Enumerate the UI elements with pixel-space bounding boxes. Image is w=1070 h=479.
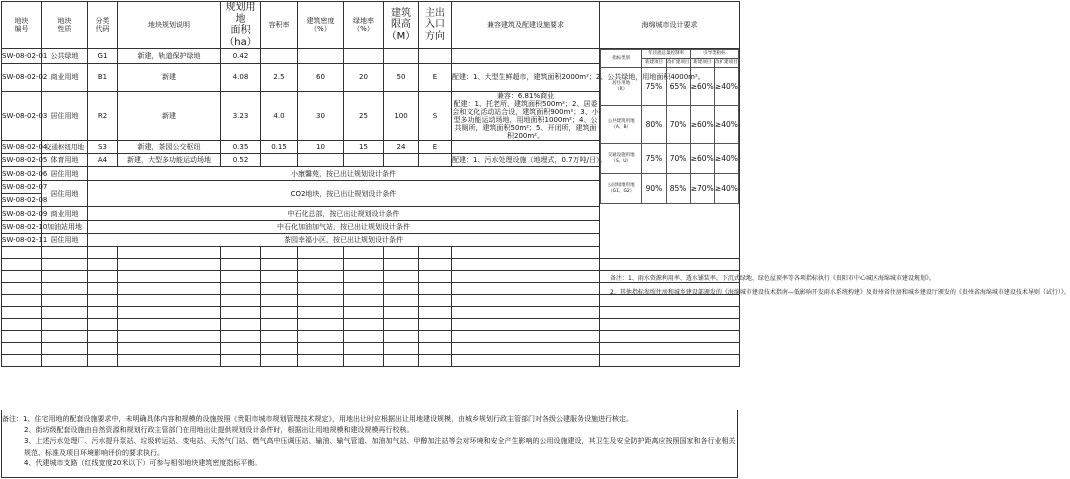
cell-merged-text: CO2地块，按已出让规划设计条件	[88, 181, 600, 207]
cell-height: 50	[384, 64, 419, 92]
cell-area: 4.08	[221, 64, 261, 92]
sponge-v1: 75%	[642, 144, 666, 174]
cell-green	[344, 49, 384, 64]
cell-green: 25	[344, 92, 384, 141]
sponge-head-indicator: 指标类别	[601, 50, 642, 68]
header-green: 绿地率 （%）	[344, 2, 384, 49]
cell-class: A4	[88, 154, 118, 167]
header-entry: 主出 入口 方向	[419, 2, 452, 49]
note-line: 3、上述污水处理厂、污水提升泵站、垃圾转运站、变电站、天然气门站、燃气高中压调压站、输油、输气管道、加油加气站、甲醇加注站等会对环境和安全产生影响的公用设施建设，其卫生及安全防护距离应按照国家和各行业相关规范、标准及项目环境影响评价的要求执行。	[24, 437, 736, 457]
header-height: 建筑 限高 （M）	[384, 2, 419, 49]
empty-row	[2, 355, 740, 367]
cell-nature: 体育用地	[42, 154, 88, 167]
cell-density: 30	[298, 92, 344, 141]
sponge-note-2: 2、其他指标参照住房和城乡建设部颁发的《海绵城市建设技术指南—低影响开发雨水系统构建》及贵州省住房和城乡建设厅颁发的《贵州省海绵城市建设技术导则（试行）》。	[610, 288, 1070, 296]
cell-code: SW-08-02-08	[2, 194, 42, 207]
notes	[2, 414, 738, 470]
cell-far	[261, 49, 298, 64]
cell-density: 10	[298, 141, 344, 154]
sponge-row-name: 公园绿地用地 （G1、G2）	[601, 174, 642, 204]
sponge-head-sub: 引导类指标	[690, 50, 738, 59]
cell-class: B1	[88, 64, 118, 92]
cell-density	[298, 154, 344, 167]
sponge-v4: ≥40%	[714, 68, 738, 106]
cell-area: 0.52	[221, 154, 261, 167]
cell-code: SW-08-02-05	[2, 154, 42, 167]
cell-green	[344, 154, 384, 167]
cell-height	[384, 154, 419, 167]
cell-merged-text: 中石化加油加气站，按已出让规划设计条件	[88, 221, 600, 234]
header-plan: 地块规划说明	[118, 2, 221, 49]
sponge-head-renew: 改扩建项目	[666, 59, 690, 68]
cell-nature: 公共绿地	[42, 49, 88, 64]
cell-class: G1	[88, 49, 118, 64]
empty-row	[2, 307, 740, 319]
cell-nature: 居住用地	[42, 167, 88, 181]
sponge-v4: ≥40%	[714, 144, 738, 174]
sponge-v2: 70%	[666, 144, 690, 174]
cell-code: SW-08-02-03	[2, 92, 42, 141]
empty-row	[2, 331, 740, 343]
header-req: 兼容建筑及配建设施要求	[452, 2, 600, 49]
header-area: 规划用地 面积 （ha）	[221, 2, 261, 49]
cell-area: 0.42	[221, 49, 261, 64]
sponge-head-rate: 年径流总量控制率	[642, 50, 690, 59]
cell-height	[384, 49, 419, 64]
sponge-v2: 70%	[666, 106, 690, 144]
note-line: 备注：1、住宅用地的配套设施要求中，未明确具体内容和规模的设施按照《贵阳市城市规划管理技术规定》，用地出让时应根据出让用地建设规模，由城乡规划行政主管部门对各级公建服务设施进行核定。	[2, 415, 633, 423]
header-density: 建筑密度 （%）	[298, 2, 344, 49]
cell-plan: 新建	[118, 64, 221, 92]
cell-far: 0.15	[261, 141, 298, 154]
header-code: 地块 编号	[2, 2, 42, 49]
cell-code: SW-08-02-11	[2, 234, 42, 247]
cell-req	[452, 49, 600, 64]
cell-req	[452, 141, 600, 154]
cell-class: S3	[88, 141, 118, 154]
table-row	[2, 49, 740, 64]
cell-merged-text: 小康馨苑，按已出让规划设计条件	[88, 167, 600, 181]
cell-code: SW-08-02-04	[2, 141, 42, 154]
header-sponge: 海绵城市设计要求	[600, 2, 740, 49]
sponge-panel	[600, 49, 1070, 296]
cell-density: 60	[298, 64, 344, 92]
control-table	[1, 1, 1070, 367]
cell-far: 4.0	[261, 92, 298, 141]
cell-entry	[419, 49, 452, 64]
cell-code: SW-08-02-06	[2, 167, 42, 181]
cell-plan: 新建，轨道保护绿地	[118, 49, 221, 64]
cell-code: SW-08-02-07	[2, 181, 42, 194]
sponge-v2: 65%	[666, 68, 690, 106]
cell-area: 0.35	[221, 141, 261, 154]
cell-density	[298, 49, 344, 64]
empty-row	[2, 343, 740, 355]
sponge-v4: ≥40%	[714, 106, 738, 144]
sponge-table	[600, 49, 739, 204]
cell-req: 配建：1、大型生鲜超市，建筑面积2000m²；2、公共绿地，用地面积4000m²。	[452, 64, 600, 92]
sponge-v3: ≥60%	[690, 68, 714, 106]
sponge-v3: ≥60%	[690, 106, 714, 144]
sponge-row-name: 居住用地 （R）	[601, 68, 642, 106]
cell-entry: E	[419, 64, 452, 92]
cell-height: 24	[384, 141, 419, 154]
cell-plan: 新建，大型多功能运动场地	[118, 154, 221, 167]
sponge-v1: 90%	[642, 174, 666, 204]
sponge-row-name: 交通设施用地 （S、U）	[601, 144, 642, 174]
sponge-v1: 80%	[642, 106, 666, 144]
note-line: 2、街坊级配套设施由自然资源和规划行政主管部门在用地出让提供规划设计条件时，根据出让用地规模和建设规模再行校核。	[24, 426, 414, 435]
sponge-v2: 85%	[666, 174, 690, 204]
cell-nature: 居住用地	[42, 181, 88, 207]
cell-merged-text: 茶园幸福小区，按已出让规划设计条件	[88, 234, 600, 247]
cell-code: SW-08-02-02	[2, 64, 42, 92]
cell-merged-text: 中石化总部，按已出让规划设计条件	[88, 207, 600, 221]
cell-entry: S	[419, 92, 452, 141]
cell-code: SW-08-02-01	[2, 49, 42, 64]
empty-row	[2, 319, 740, 331]
sponge-head-new2: 新建项目	[690, 59, 714, 68]
sponge-v4: ≥40%	[714, 174, 738, 204]
empty-row	[2, 259, 740, 271]
cell-nature: 商业用地	[42, 207, 88, 221]
cell-req: 配建：1、污水处理设施（地埋式，0.7万吨/日）。	[452, 154, 600, 167]
header-nature: 地块 性质	[42, 2, 88, 49]
cell-plan: 新建，茶园公交枢纽	[118, 141, 221, 154]
cell-nature: 交通枢纽用地	[42, 141, 88, 154]
cell-green: 15	[344, 141, 384, 154]
header-far: 容积率	[261, 2, 298, 49]
cell-plan: 新建	[118, 92, 221, 141]
cell-nature: 加油站用地	[42, 221, 88, 234]
cell-green: 20	[344, 64, 384, 92]
cell-code: SW-08-02-09	[2, 207, 42, 221]
cell-nature: 居住用地	[42, 234, 88, 247]
header-class: 分类 代码	[88, 2, 118, 49]
note-line: 4、代建城市支路（红线宽度20米以下）可参与相邻地块建筑密度指标平衡。	[24, 459, 262, 468]
cell-height: 100	[384, 92, 419, 141]
sponge-v1: 75%	[642, 68, 666, 106]
header-row	[2, 2, 740, 49]
sponge-row-name: 公共建筑用地 （A、B）	[601, 106, 642, 144]
sponge-note-1: 备注：1、雨水资源利用率、透水铺装率、下沉式绿地、绿色屋顶率等各项指标执行《贵阳市中心城区海绵城市建设规划》。	[610, 275, 935, 282]
cell-code: SW-08-02-10	[2, 221, 42, 234]
cell-far	[261, 154, 298, 167]
cell-class: R2	[88, 92, 118, 141]
sponge-v3: ≥60%	[690, 144, 714, 174]
cell-nature: 居住用地	[42, 92, 88, 141]
cell-far: 2.5	[261, 64, 298, 92]
sponge-notes	[610, 274, 1070, 301]
cell-entry: E	[419, 141, 452, 154]
cell-req: 兼容：6.81%商业 配建：1、托老所，建筑面积500m²；2、居委会和文化活动站合设，建筑面积900m²；3、小型多功能运动场地，用地面积1000m²；4、公共厕所，建筑面积50m²；5、开闭所，建筑面积200m²。	[452, 92, 599, 141]
sponge-v3: ≥70%	[690, 174, 714, 204]
cell-area: 3.23	[221, 92, 261, 141]
sponge-head-renew2: 改扩建项目	[714, 59, 738, 68]
sponge-head-new: 新建项目	[642, 59, 666, 68]
cell-nature: 商业用地	[42, 64, 88, 92]
cell-entry	[419, 154, 452, 167]
